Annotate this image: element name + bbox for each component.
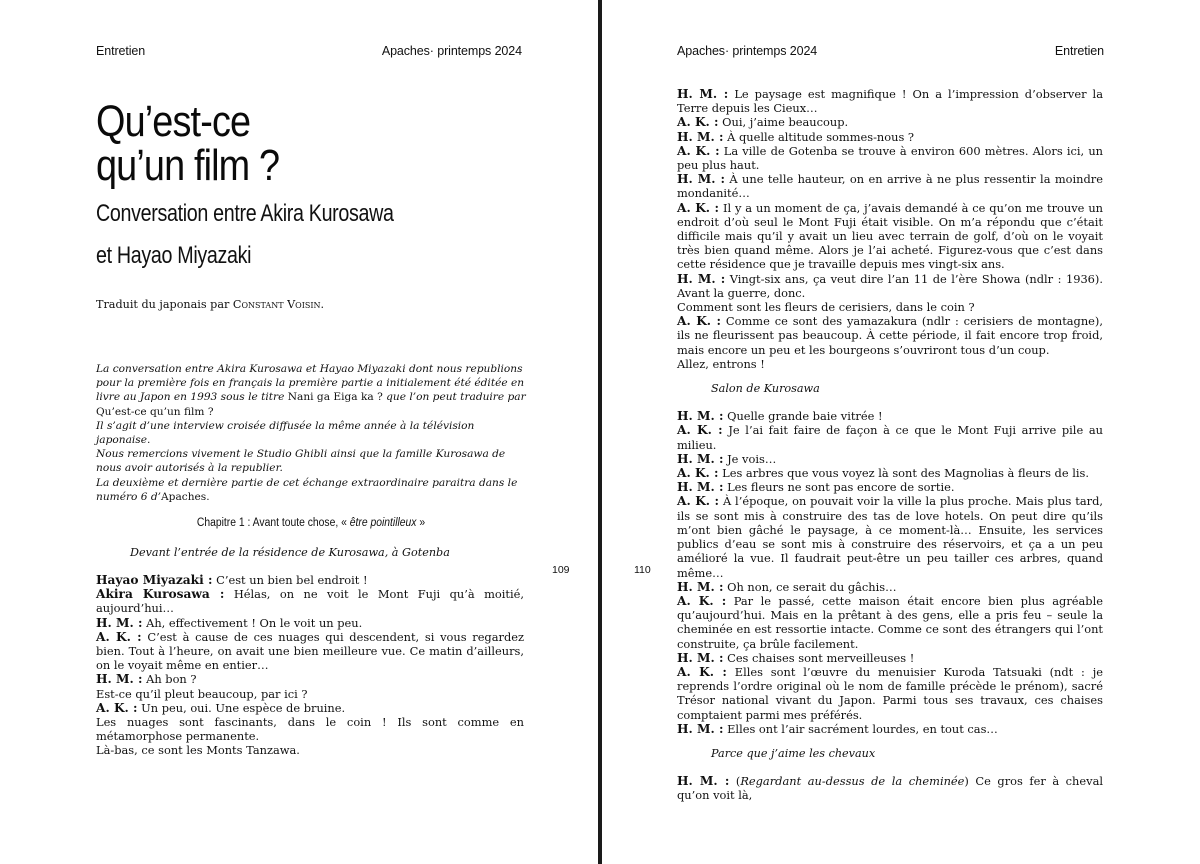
dialogue-text: Je vois… <box>723 451 777 466</box>
speaker-label: H. M. : <box>677 87 729 101</box>
intro-journal-name: Apaches. <box>161 490 210 503</box>
dialogue-line <box>677 466 1103 480</box>
speaker-label: H. M. : <box>677 774 730 789</box>
dialogue-line <box>677 480 1103 494</box>
intro-paragraph: Nous remercions vivement le Studio Ghibli ainsi que la famille Kurosawa de nous avoir autorisés à la republier. <box>96 448 506 475</box>
dialogue-text: Allez, entrons ! <box>677 356 765 371</box>
dialogue-text: À une telle hauteur, on en arrive à ne plus ressentir la moindre mondanité… <box>677 172 1103 201</box>
dialogue-line <box>677 272 1103 300</box>
dialogue-line <box>96 573 524 587</box>
dialogue-line <box>677 409 1103 423</box>
dialogue-text: Les arbres que vous voyez là sont des Magnolias à fleurs de lis. <box>718 466 1089 481</box>
dialogue-text: Un peu, oui. Une espèce de bruine. <box>137 700 346 715</box>
dialogue-line <box>96 616 524 630</box>
dialogue-line <box>677 651 1103 665</box>
running-head-journal: Apaches· printemps 2024 <box>381 44 522 58</box>
dialogue-line <box>677 144 1103 172</box>
dialogue-line <box>677 722 1103 736</box>
speaker-label: H. M. : <box>677 721 724 736</box>
intro-paragraph <box>96 362 526 419</box>
dialogue-line <box>677 423 1103 451</box>
speaker-label: H. M. : <box>677 451 724 466</box>
dialogue-text: Par le passé, cette maison était encore bien plus agréable qu’aujourd’hui. Mais en la prêtant à des gens, elle a pris feu – seule la cheminée en est ressortie intacte. Comme ce sont des étrangers qui l’ont construite, ça brûle facilement. <box>677 593 1103 651</box>
speaker-label: H. M. : <box>96 672 143 687</box>
dialogue-text: Ces chaises sont merveilleuses ! <box>723 650 915 665</box>
dialogue-text: Là-bas, ce sont les Monts Tanzawa. <box>96 743 300 758</box>
right-page <box>602 0 1200 864</box>
subtitle-line-2: et Hayao Miyazaki <box>96 242 252 269</box>
dialogue-left <box>96 573 524 758</box>
running-head-left: Entretien <box>96 44 146 58</box>
speaker-label: H. M. : <box>96 615 143 630</box>
dialogue-line <box>96 672 524 686</box>
left-page <box>0 0 598 864</box>
dialogue-text: La ville de Gotenba se trouve à environ 600 mètres. Alors ici, un peu plus haut. <box>677 143 1103 173</box>
speaker-label: Akira Kurosawa : <box>96 587 225 602</box>
page-number: 110 <box>634 564 651 576</box>
dialogue-text: Elles ont l’air sacrément lourdes, en tout cas… <box>723 721 998 736</box>
dialogue-line <box>677 201 1103 272</box>
dialogue-text: Les fleurs ne sont pas encore de sortie. <box>723 480 955 495</box>
introduction <box>96 362 526 504</box>
dialogue-line <box>677 87 1103 115</box>
dialogue-text: Ah bon ? <box>142 672 197 687</box>
speaker-label: H. M. : <box>677 172 726 187</box>
dialogue-text: Il y a un moment de ça, j’avais demandé à ce qu’on me trouve un endroit d’où seul le Mont Fuji était visible. On m’a répondu que c’était difficile mais qu’il y avait un lieu avec terrain de golf, d’où on le voyait très bien quand même. Alors je l’ai acheté. Figurez-vous que c’est dans cette résidence que je travaille depuis mes vingt-six ans. <box>677 200 1103 272</box>
article-title <box>96 97 280 190</box>
speaker-label: H. M. : <box>677 579 724 594</box>
page-number: 109 <box>552 564 570 576</box>
dialogue-line <box>677 357 1103 371</box>
dialogue-line <box>677 452 1103 466</box>
dialogue-block <box>677 409 1103 736</box>
dialogue-text: Est-ce qu’il pleut beaucoup, par ici ? <box>96 686 308 701</box>
speaker-label: A. K. : <box>677 494 720 509</box>
speaker-label: H. M. : <box>677 129 724 144</box>
dialogue-line <box>677 774 1103 802</box>
dialogue-line <box>677 594 1103 651</box>
translator-prefix: Traduit du japonais par <box>96 298 233 311</box>
speaker-label: A. K. : <box>677 593 727 608</box>
speaker-label: A. K. : <box>677 143 720 158</box>
dialogue-text: Le paysage est magnifique ! On a l’impression d’observer la Terre depuis les Cieux… <box>677 87 1103 116</box>
translator-credit <box>96 298 324 311</box>
dialogue-right <box>677 87 1103 803</box>
speaker-label: H. M. : <box>677 650 724 665</box>
intro-translated-title: Qu’est-ce qu’un film ? <box>96 405 214 418</box>
dialogue-text: Comment sont les fleurs de cerisiers, dans le coin ? <box>677 300 975 315</box>
dialogue-text: Comme ce sont des yamazakura (ndlr : cerisiers de montagne), ils ne fleurissent pas beaucoup. À cette période, il fait encore trop froid, mais encore un peu et les bourgeons s’ouvriront tous d’un coup. <box>677 314 1103 357</box>
dialogue-line <box>96 743 524 757</box>
dialogue-text: Quelle grande baie vitrée ! <box>723 409 883 424</box>
dialogue-line <box>677 300 1103 314</box>
dialogue-text: Hélas, on ne voit le Mont Fuji qu’à moitié, aujourd’hui… <box>96 587 524 616</box>
dialogue-line <box>677 314 1103 357</box>
dialogue-text: Oui, j’aime beaucoup. <box>718 115 849 130</box>
speaker-label: A. K. : <box>96 700 138 715</box>
dialogue-line <box>96 630 524 673</box>
dialogue-line <box>677 665 1103 722</box>
speaker-label: A. K. : <box>677 314 722 329</box>
dialogue-line <box>677 172 1103 200</box>
dialogue-line <box>96 587 524 615</box>
speaker-label: H. M. : <box>677 409 724 424</box>
dialogue-text: Les nuages sont fascinants, dans le coin ! Ils sont comme en métamorphose permanente. <box>96 715 524 744</box>
dialogue-line <box>96 687 524 701</box>
running-head-right: Entretien <box>1054 44 1104 58</box>
stage-direction: Parce que j’aime les chevaux <box>711 746 876 760</box>
dialogue-text: Je l’ai fait faire de façon à ce que le Mont Fuji arrive pile au milieu. <box>677 423 1103 452</box>
dialogue-text: C’est à cause de ces nuages qui descendent, si vous regardez bien. Tout à l’heure, on avait une bien meilleure vue. Ce matin d’ailleurs, on le voyait même en entier… <box>96 629 524 673</box>
chapter-heading <box>118 517 505 529</box>
dialogue-text: ) Ce gros fer à cheval qu’on voit là, <box>677 774 1103 803</box>
dialogue-line <box>677 494 1103 579</box>
chapter-title: être pointilleux <box>349 517 417 529</box>
dialogue-text: Elles sont l’œuvre du menuisier Kuroda Tatsuaki (ndt : je reprends l’ordre original où le nom de famille précède le prénom), sacré Trésor national vivant du Japon. Parmi tous ses travaux, ces chaises comptaient parmi mes préférés. <box>677 664 1103 722</box>
dialogue-block <box>677 87 1103 371</box>
dialogue-text: À l’époque, on pouvait voir la ville la plus proche. Mais plus tard, ils se sont mis à construire des tas de love hotels. On peut dire qu’ils m’ont bien gâché le paysage, à ce moment-là… Ensuite, les services publics d’eau se sont mis à construire des réservoirs, et ça a un peu amélioré la vue. Il faudrait peut-être un peu tailler ces arbres, quand même… <box>677 494 1103 580</box>
stage-direction: Salon de Kurosawa <box>711 382 820 396</box>
intro-original-title: Nani ga Eiga ka ? <box>287 391 383 404</box>
translator-name: Constant Voisin. <box>232 298 325 311</box>
dialogue-text: ( <box>729 774 741 789</box>
speaker-label: A. K. : <box>677 466 719 481</box>
dialogue-text: Vingt-six ans, ça veut dire l’an 11 de l’ère Showa (ndlr : 1936). Avant la guerre, donc. <box>677 271 1103 300</box>
intro-text: que l’on peut traduire par <box>382 391 526 404</box>
speaker-label: H. M. : <box>677 271 726 286</box>
dialogue-line <box>677 130 1103 144</box>
dialogue-text: À quelle altitude sommes-nous ? <box>723 129 915 144</box>
speaker-label: A. K. : <box>677 200 720 215</box>
dialogue-text: C’est un bien bel endroit ! <box>212 573 368 587</box>
intro-text: La conversation entre Akira Kurosawa et Hayao Miyazaki dont nous republions pour la première fois en français la première partie a initialement été éditée en livre au Japon en 1993 sous le titre <box>96 363 525 404</box>
dialogue-line <box>677 115 1103 129</box>
subtitle-line-1: Conversation entre Akira Kurosawa <box>96 200 394 227</box>
title-line-2: qu’un film ? <box>96 141 280 190</box>
intro-paragraph <box>96 476 526 504</box>
speaker-label: H. M. : <box>677 480 724 495</box>
dialogue-text: Ah, effectivement ! On le voit un peu. <box>142 615 363 630</box>
dialogue-text: Oh non, ce serait du gâchis… <box>723 579 897 594</box>
chapter-label: Chapitre 1 : Avant toute chose, « <box>196 517 350 529</box>
dialogue-line <box>96 715 524 743</box>
speaker-label: A. K. : <box>677 664 727 679</box>
intro-text: La deuxième et dernière partie de cet échange extraordinaire paraitra dans le numéro 6 d’ <box>96 476 518 503</box>
running-head-journal: Apaches· printemps 2024 <box>677 44 818 58</box>
speaker-label: A. K. : <box>677 423 723 438</box>
dialogue-line <box>677 580 1103 594</box>
speaker-label: A. K. : <box>96 629 142 644</box>
speaker-label: A. K. : <box>677 115 719 130</box>
stage-note: Regardant au-dessus de la cheminée <box>740 774 965 789</box>
stage-direction: Devant l’entrée de la résidence de Kurosawa, à Gotenba <box>130 546 450 559</box>
chapter-close: » <box>416 517 426 529</box>
speaker-label: Hayao Miyazaki : <box>96 573 213 587</box>
intro-paragraph: Il s’agit d’une interview croisée diffusée la même année à la télévision japonaise. <box>96 419 475 447</box>
dialogue-line <box>96 701 524 715</box>
title-line-1: Qu’est-ce <box>96 97 251 146</box>
